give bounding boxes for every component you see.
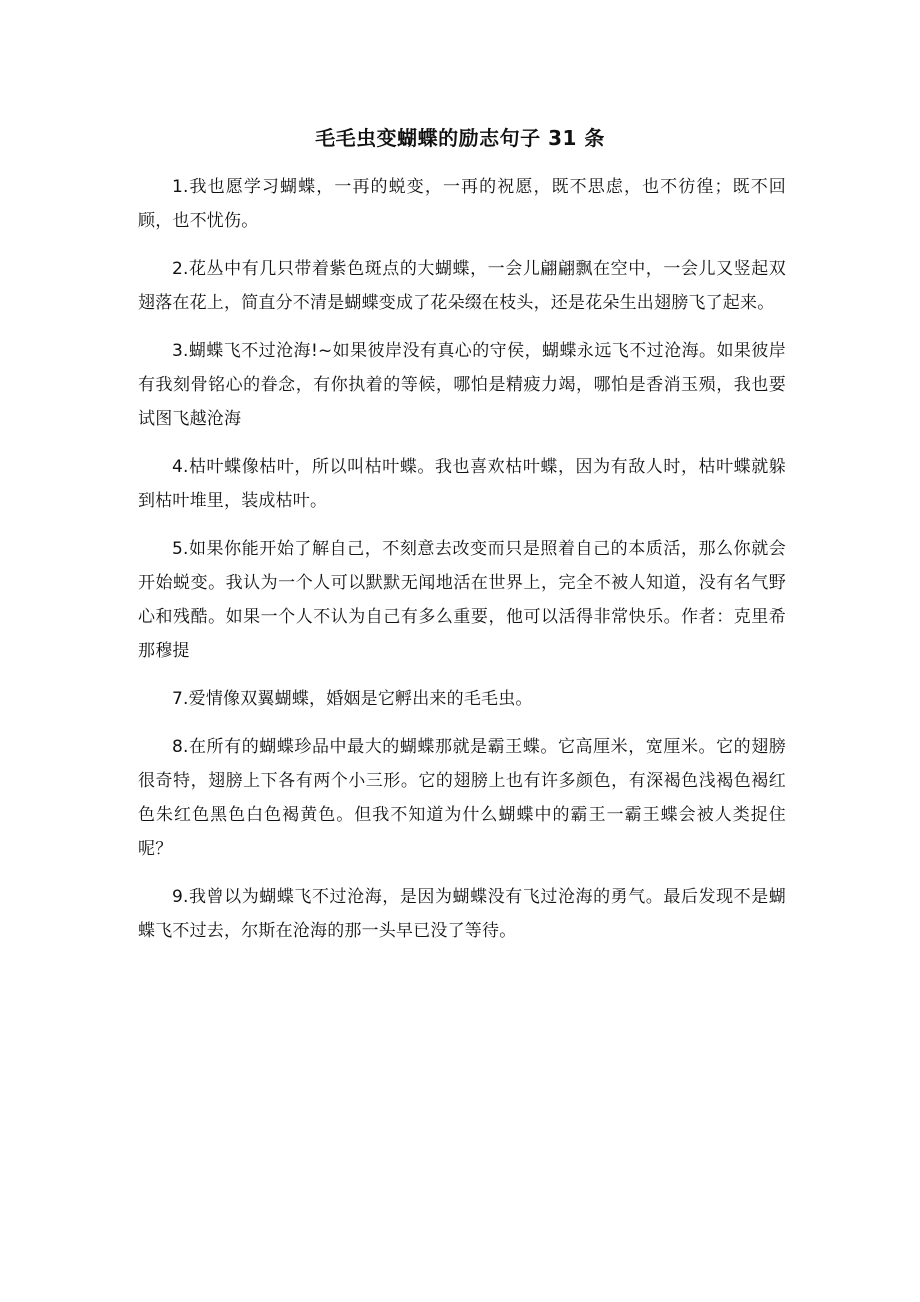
paragraph-2: 2.花丛中有几只带着紫色斑点的大蝴蝶，一会儿翩翩飘在空中，一会儿又竖起双翅落在花上，简直分不清是蝴蝶变成了花朵缀在枝头，还是花朵生出翅膀飞了起来。	[138, 259, 786, 313]
paragraph-3: 3.蝴蝶飞不过沧海!~如果彼岸没有真心的守侯，蝴蝶永远飞不过沧海。如果彼岸有我刻骨铭心的眷念，有你执着的等候，哪怕是精疲力竭，哪怕是香消玉殒，我也要试图飞越沧海	[138, 341, 786, 429]
paragraph-8: 8.在所有的蝴蝶珍品中最大的蝴蝶那就是霸王蝶。它高厘米，宽厘米。它的翅膀很奇特，翅膀上下各有两个小三形。它的翅膀上也有许多颜色，有深褐色浅褐色褐红色朱红色黑色白色褐黄色。但我不知道为什么蝴蝶中的霸王一霸王蝶会被人类捉住呢？	[138, 737, 786, 859]
paragraph-5: 5.如果你能开始了解自己，不刻意去改变而只是照着自己的本质活，那么你就会开始蜕变。我认为一个人可以默默无闻地活在世界上，完全不被人知道，没有名气野心和残酷。如果一个人不认为自己有多么重要，他可以活得非常快乐。作者：克里希那穆提	[138, 539, 786, 661]
paragraph-4: 4.枯叶蝶像枯叶，所以叫枯叶蝶。我也喜欢枯叶蝶，因为有敌人时，枯叶蝶就躲到枯叶堆里，装成枯叶。	[138, 457, 786, 511]
document-body	[138, 170, 786, 962]
paragraph-7: 7.爱情像双翼蝴蝶，婚姻是它孵出来的毛毛虫。	[172, 689, 533, 709]
paragraph-1: 1.我也愿学习蝴蝶，一再的蜕变，一再的祝愿，既不思虑，也不彷徨；既不回顾，也不忧伤。	[138, 177, 786, 231]
page-title: 毛毛虫变蝴蝶的励志句子 31 条	[315, 126, 605, 150]
paragraph-9: 9.我曾以为蝴蝶飞不过沧海，是因为蝴蝶没有飞过沧海的勇气。最后发现不是蝴蝶飞不过去，尔斯在沧海的那一头早已没了等待。	[138, 887, 786, 941]
